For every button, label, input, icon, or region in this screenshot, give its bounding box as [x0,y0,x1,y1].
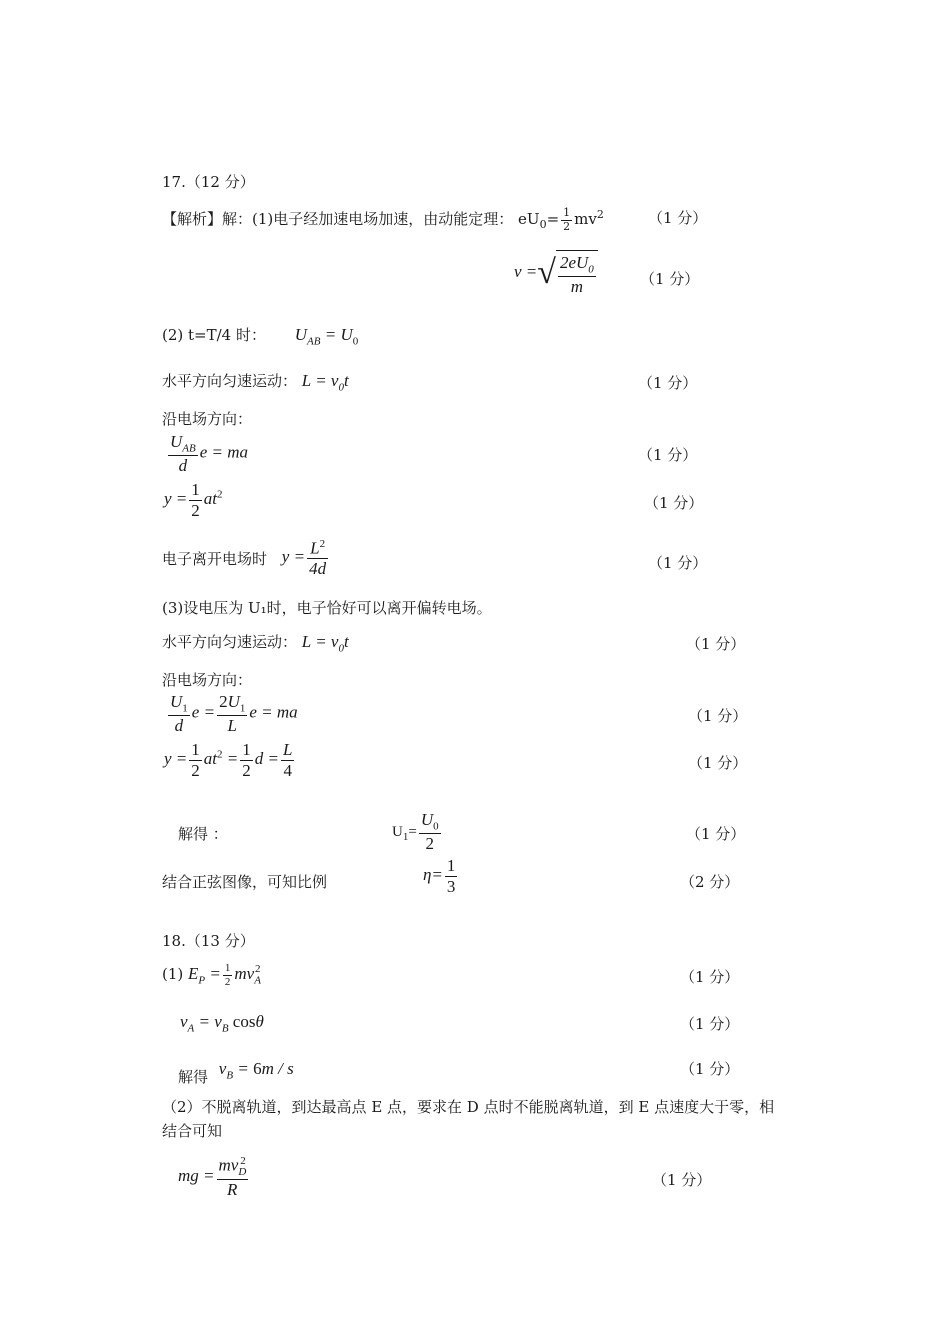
score: （1 分） [680,1060,740,1078]
horizontal-line [162,370,349,393]
score: （1 分） [686,635,746,653]
mg-equation: mg = $\frac{mv_D^2}{R}$ [178,1155,247,1199]
score: （1 分） [648,554,708,572]
field-dir-text-2: 沿电场方向： [162,671,253,689]
score: （1 分） [686,825,746,843]
eta-result: η= $\frac{1}{3}$ [423,856,456,896]
part2-line [162,324,358,347]
part2-label: (2) t=T/4 时： [162,326,266,344]
y-equation-2: y = $\frac{1}{2}$ $at^2$ = $\frac{1}{2}$ d = $\frac{L}{4}$ [164,740,293,780]
score: （1 分） [644,494,704,512]
uab-equation: $U_{AB} = U_0$ [294,325,359,348]
score: （1 分） [652,1171,712,1189]
q17-header: 17.（12 分） [162,173,255,191]
score: （2 分） [680,873,740,891]
energy-equation: $eU_0=$ $\frac{1}{2}$ $mv^2$ [518,206,604,233]
score: （1 分） [680,968,740,986]
y-result: y = $\frac{L^2}{4d}$ [281,538,327,579]
q18-header: 18.（13 分） [162,932,255,950]
q18-part1-line [162,962,260,988]
solve-text: 解得 ： [178,825,228,843]
exit-line [162,538,330,579]
part1-label: (1) [162,965,184,984]
horizontal-text: 水平方向匀速运动： [162,372,298,390]
part2-text-line1: （2）不脱离轨道，到达最高点 E 点，要求在 D 点时不能脱离轨道，到 E 点速度大于零，相 [162,1098,775,1116]
combine-text: 结合正弦图像，可知比例 [162,873,328,891]
score: （1 分） [638,374,698,392]
horizontal-line-2 [162,631,349,654]
part2-text-line2: 结合可知 [162,1122,223,1140]
solve-text: 解得 [178,1068,209,1086]
step1-text: 解：(1)电子经加速电场加速，由动能定理： [222,210,514,229]
l-equation: $L = v_0t$ [301,371,349,394]
force-equation: $\frac{U_{AB}}{d}$ e = ma [170,432,249,476]
score: （1 分） [680,1015,740,1033]
ep-equation: $E_P$ = $\frac{1}{2}$ $mv_A^2$ [188,962,261,988]
force-equation-2: $\frac{U_1}{d}$ e = $\frac{2U_1}{L}$ e = ma [170,692,298,736]
va-equation: $v_A = v_B$ cosθ [180,1012,264,1035]
horizontal-text-2: 水平方向匀速运动： [162,633,298,651]
part3-text: (3)设电压为 U₁时，电子恰好可以离开偏转电场。 [162,599,492,617]
y-equation: y = $\frac{1}{2}$ $at^2$ [164,480,223,520]
field-dir-text: 沿电场方向： [162,410,253,428]
u1-result: $U_1=$ $\frac{U_0}{2}$ [392,810,439,854]
score: （1 分） [640,270,700,288]
score: （1 分） [688,754,748,772]
analysis-label: 【解析】 [162,210,223,229]
score: （1 分） [688,707,748,725]
score: （1 分） [638,446,698,464]
vb-result: $v_B = 6m / s$ [218,1059,294,1082]
velocity-equation: v =√ $\frac{2eU_0}{m}$ [514,250,598,297]
q17-step1 [162,207,604,233]
l-equation-2: $L = v_0t$ [301,632,349,655]
score: （1 分） [648,209,708,227]
exit-text: 电子离开电场时 [162,549,268,568]
q18-solve-line [178,1058,294,1086]
